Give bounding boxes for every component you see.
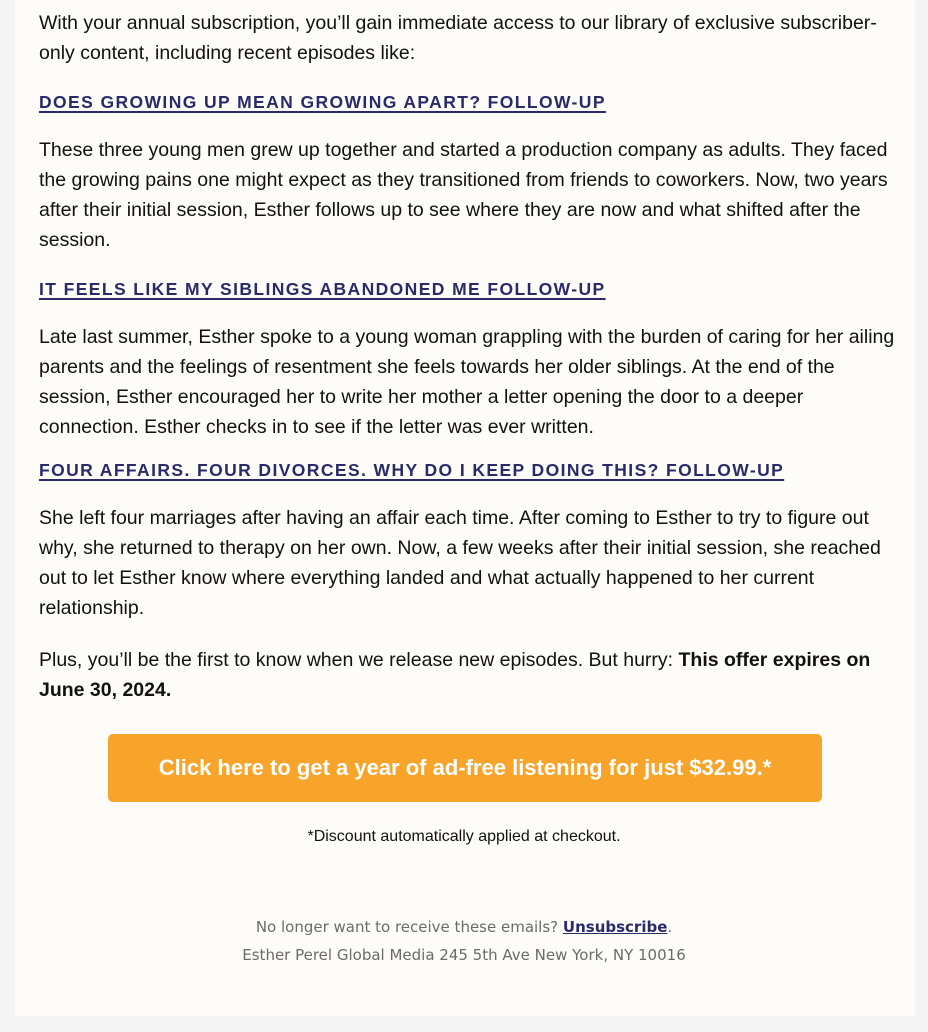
episode-description: Late last summer, Esther spoke to a young woman grappling with the burden of caring for her ailing parents and the feelings of resentment she feels towards her older siblings. At the end of the session, Esther encouraged her to write her mother a letter opening the door to a deeper connection. Esther checks in to see if the letter was ever written.	[39, 326, 895, 438]
episode-description: She left four marriages after having an affair each time. After coming to Esther to try to figure out why, she returned to therapy on her own. Now, a few weeks after their initial session, she reached out to let Esther know where everything landed and what actually happened to her current relationship.	[39, 507, 881, 619]
episode-block	[39, 255, 899, 300]
episode-block	[39, 442, 899, 481]
offer-text: Plus, you’ll be the first to know when we release new episodes. But hurry:	[39, 649, 679, 671]
offer-expiry: This offer expires on June 30, 2024.	[39, 649, 871, 701]
episode-block	[39, 68, 899, 113]
email-footer	[0, 913, 928, 969]
intro-paragraph: With your annual subscription, you’ll gain immediate access to our library of exclusive subscriber-only content, including recent episodes like:	[39, 12, 877, 64]
unsubscribe-period: .	[667, 918, 673, 936]
discount-disclaimer: *Discount automatically applied at checkout.	[307, 828, 621, 845]
subscribe-cta-button[interactable]: Click here to get a year of ad-free listening for just $32.99.*	[108, 734, 822, 802]
company-address: Esther Perel Global Media 245 5th Ave New York, NY 10016	[242, 946, 686, 964]
email-content	[39, 0, 899, 705]
offer-paragraph	[39, 623, 899, 705]
unsubscribe-link[interactable]: Unsubscribe	[562, 918, 668, 936]
unsubscribe-line	[0, 913, 928, 941]
episode-description: These three young men grew up together and started a production company as adults. They faced the growing pains one might expect as they transitioned from friends to coworkers. Now, two years after their initial session, Esther follows up to see where they are now and what shifted after the session.	[39, 139, 888, 251]
email-card	[15, 0, 915, 1016]
unsubscribe-prompt: No longer want to receive these emails?	[255, 918, 563, 936]
episode-title-link[interactable]: FOUR AFFAIRS. FOUR DIVORCES. WHY DO I KEEP DOING THIS? FOLLOW-UP	[39, 460, 785, 480]
episode-title-link[interactable]: IT FEELS LIKE MY SIBLINGS ABANDONED ME FOLLOW-UP	[39, 279, 606, 299]
episode-title-link[interactable]: DOES GROWING UP MEAN GROWING APART? FOLLOW-UP	[39, 92, 606, 112]
